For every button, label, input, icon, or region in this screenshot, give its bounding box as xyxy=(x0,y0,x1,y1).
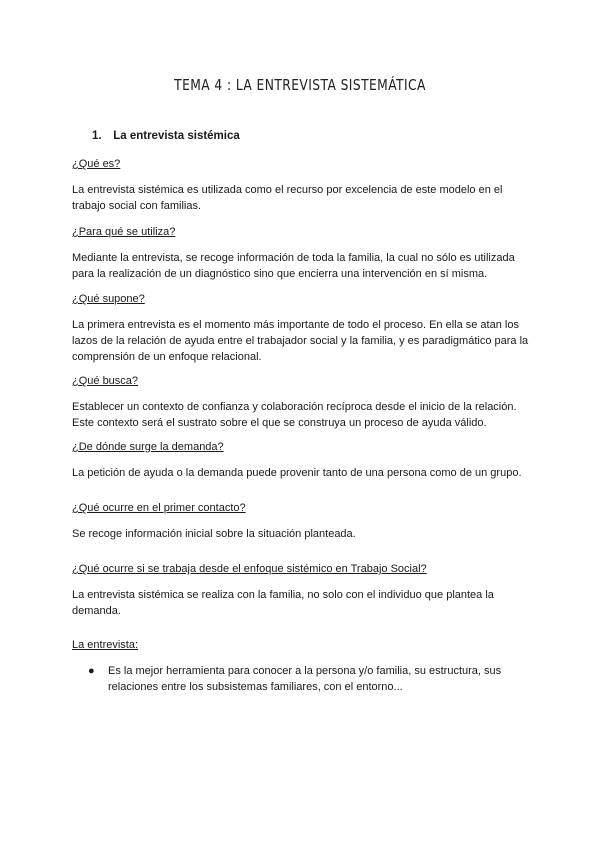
section-number: 1. xyxy=(92,130,102,142)
section-heading-text: La entrevista sistémica xyxy=(113,130,240,142)
answer-que-es: La entrevista sistémica es utilizada como el recurso por excelencia de este modelo en el trabajo social con familias. xyxy=(72,184,503,212)
answer-enfoque-sistemico: La entrevista sistémica se realiza con la familia, no solo con el individuo que plantea la demanda. xyxy=(72,589,494,617)
section-heading xyxy=(92,128,532,144)
question-primer-contacto: ¿Qué ocurre en el primer contacto? xyxy=(72,502,246,514)
answer-para-que: Mediante la entrevista, se recoge información de toda la familia, la cual no sólo es utilizada para la realización de un diagnóstico sino que encierra una intervención en sí misma. xyxy=(72,252,515,280)
question-que-es: ¿Qué es? xyxy=(72,158,121,170)
bullet-list xyxy=(72,663,532,695)
answer-que-busca: Establecer un contexto de confianza y colaboración recíproca desde el inicio de la relación. Este contexto será el sustrato sobre el que se construya un proceso de ayuda válido. xyxy=(72,401,517,429)
document-body xyxy=(72,128,532,695)
answer-primer-contacto: Se recoge información inicial sobre la situación planteada. xyxy=(72,528,356,540)
list-item xyxy=(72,663,532,695)
question-para-que: ¿Para qué se utiliza? xyxy=(72,226,176,238)
question-que-supone: ¿Qué supone? xyxy=(72,293,145,305)
bullet-icon: ● xyxy=(88,665,95,677)
subheading-la-entrevista: La entrevista: xyxy=(72,639,139,651)
document-title: TEMA 4 : LA ENTREVISTA SISTEMÁTICA xyxy=(174,76,426,94)
question-enfoque-sistemico: ¿Qué ocurre si se trabaja desde el enfoque sistémico en Trabajo Social? xyxy=(72,563,427,575)
answer-que-supone: La primera entrevista es el momento más importante de todo el proceso. En ella se atan los lazos de la relación de ayuda entre el trabajador social y la familia, y es paradigmático para la comprensión de un enfoque relacional. xyxy=(72,319,529,363)
question-que-busca: ¿Qué busca? xyxy=(72,375,139,387)
answer-demanda: La petición de ayuda o la demanda puede provenir tanto de una persona como de un grupo. xyxy=(72,467,522,479)
list-item-text: Es la mejor herramienta para conocer a la persona y/o familia, su estructura, sus relaciones entre los subsistemas familiares, con el entorno... xyxy=(108,665,502,693)
question-demanda: ¿De dónde surge la demanda? xyxy=(72,441,224,453)
